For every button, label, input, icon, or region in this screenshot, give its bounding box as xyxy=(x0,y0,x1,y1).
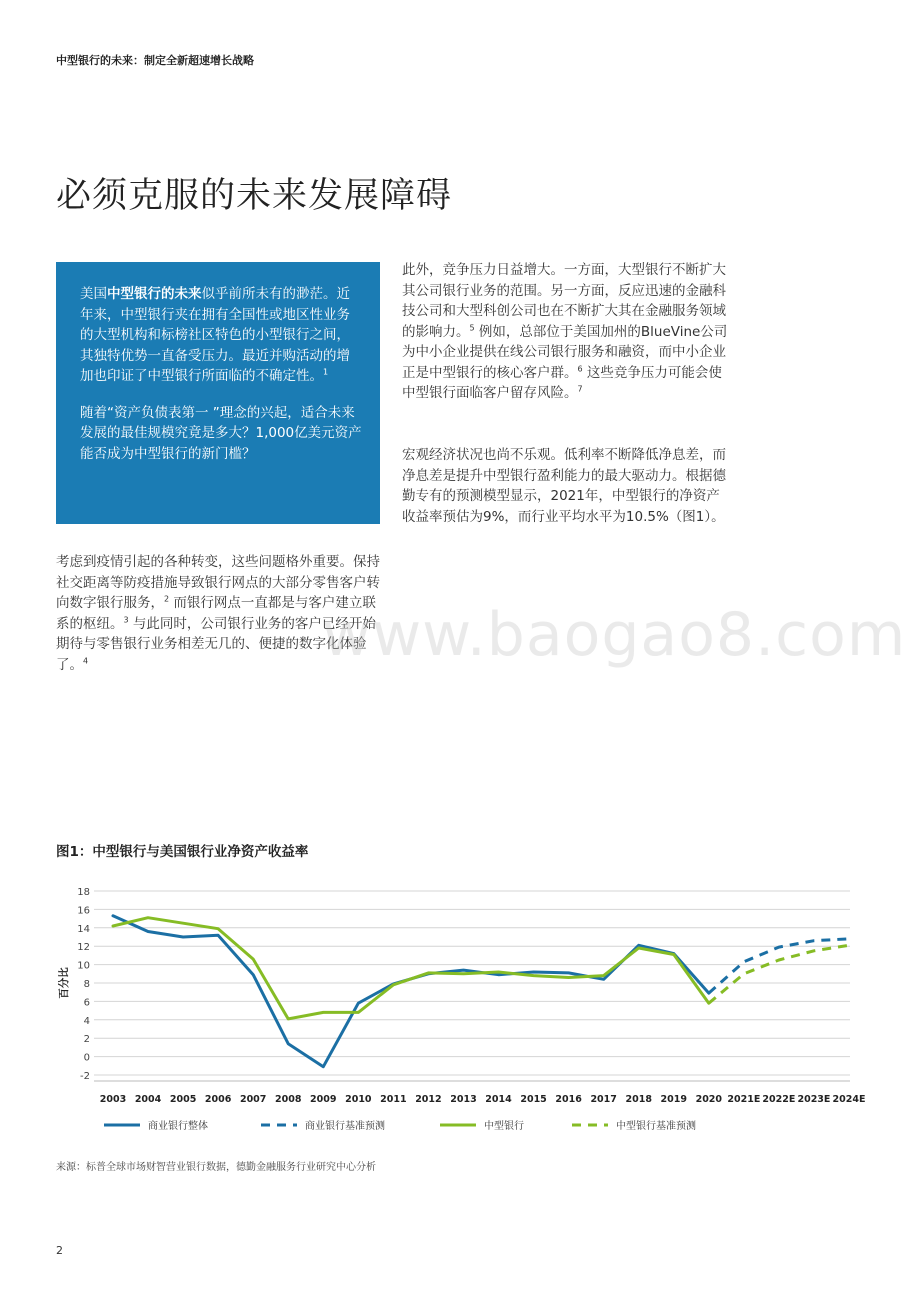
x-tick-label: 2005 xyxy=(169,1094,197,1105)
body-text: 此外，竞争压力日益增大。一方面，大型银行不断扩大其公司银行业务的范围。另一方面，反应迅速的金融科技公司和大型科创公司也在不断扩大其在金融服务领域的影响力。 xyxy=(402,262,726,340)
x-tick-label: 2016 xyxy=(555,1094,582,1105)
y-tick-label: -2 xyxy=(80,1071,90,1082)
x-tick-label: 2013 xyxy=(450,1094,477,1105)
callout-box xyxy=(56,262,380,524)
y-tick-label: 18 xyxy=(77,887,90,898)
x-tick-label: 2020 xyxy=(695,1094,723,1105)
legend-label: 中型银行基准预测 xyxy=(616,1121,696,1132)
y-tick-label: 2 xyxy=(83,1034,90,1046)
footnote-ref[interactable]: 6 xyxy=(577,364,583,373)
source-note: 来源：标普全球市场财智营业银行数据，德勤金融服务行业研究中心分析 xyxy=(56,1162,376,1173)
running-header-title: 中型银行的未来：制定全新超速增长战略 xyxy=(56,54,254,67)
x-tick-label: 2024E xyxy=(832,1094,866,1105)
x-tick-label: 2008 xyxy=(275,1094,302,1105)
x-tick-label: 2006 xyxy=(204,1094,232,1105)
legend-label: 商业银行基准预测 xyxy=(305,1121,385,1132)
x-tick-label: 2003 xyxy=(99,1094,127,1105)
x-tick-label: 2023E xyxy=(797,1094,831,1105)
callout-paragraph-1 xyxy=(80,284,362,387)
footnote-ref[interactable]: 7 xyxy=(577,384,583,394)
body-text: 与此同时，公司银行业务的客户已经开始期待与零售银行业务相差无几的、便捷的数字化体验了。 xyxy=(56,615,376,673)
x-tick-label: 2019 xyxy=(660,1094,687,1105)
legend-label: 商业银行整体 xyxy=(148,1121,208,1132)
body-paragraph-right-2: 宏观经济状况也尚不乐观。低利率不断降低净息差，而净息差是提升中型银行盈利能力的最大驱动力。根据德勤专有的预测模型显示，2021年，中型银行的净资产收益率预估为9%，而行业平均水平为10.5%（图1）。 xyxy=(402,447,726,525)
callout-text: 美国 xyxy=(80,286,107,302)
x-tick-label: 2018 xyxy=(625,1094,652,1105)
x-tick-label: 2021E xyxy=(727,1094,761,1105)
y-tick-label: 8 xyxy=(83,979,90,990)
footnote-ref[interactable]: 5 xyxy=(469,323,475,332)
y-axis-label: 百分比 xyxy=(58,967,70,999)
series-line xyxy=(113,918,709,1019)
y-tick-label: 16 xyxy=(77,905,90,917)
callout-text: 似乎前所未有的渺茫。近年来，中型银行夹在拥有全国性或地区性业务的大型机构和标榜社区特色的小型银行之间，其独特优势一直备受压力。最近并购活动的增加也印证了中型银行所面临的不确定性。 xyxy=(80,286,350,384)
y-tick-label: 6 xyxy=(83,997,90,1009)
series-line xyxy=(709,939,849,993)
footnote-ref[interactable]: 2 xyxy=(164,594,170,604)
x-tick-label: 2004 xyxy=(134,1094,162,1105)
body-text: 而银行网点一直都是与客户建立联系的枢纽。 xyxy=(56,595,376,632)
y-tick-label: 10 xyxy=(77,960,90,972)
body-paragraph-right-1 xyxy=(402,260,732,404)
y-tick-label: 4 xyxy=(83,1015,90,1027)
x-tick-label: 2022E xyxy=(762,1094,796,1105)
roe-line-chart xyxy=(56,875,866,1145)
y-tick-label: 14 xyxy=(77,923,90,935)
x-tick-label: 2011 xyxy=(380,1094,407,1105)
watermark: www.baogao8.com xyxy=(322,600,907,670)
series-line xyxy=(709,945,849,1003)
x-tick-label: 2009 xyxy=(310,1094,337,1105)
footnote-ref[interactable]: 3 xyxy=(123,615,129,624)
x-tick-label: 2010 xyxy=(345,1094,372,1105)
x-tick-label: 2014 xyxy=(485,1094,512,1105)
x-tick-label: 2015 xyxy=(520,1094,547,1105)
body-text: 这些竞争压力可能会使中型银行面临客户留存风险。 xyxy=(402,364,722,401)
body-text: 考虑到疫情引起的各种转变，这些问题格外重要。保持社交距离等防疫措施导致银行网点的大部分零售客户转向数字银行服务， xyxy=(56,554,380,611)
y-tick-label: 12 xyxy=(77,942,90,954)
figure-title: 图1：中型银行与美国银行业净资产收益率 xyxy=(56,844,309,860)
page-title: 必须克服的未来发展障碍 xyxy=(56,176,453,216)
callout-paragraph-2: 随着“资产负债表第一 ”理念的兴起，适合未来发展的最佳规模究竟是多大？1,000亿美元资产能否成为中型银行的新门槛？ xyxy=(80,404,362,462)
x-tick-label: 2007 xyxy=(239,1094,267,1105)
x-tick-label: 2017 xyxy=(590,1094,617,1105)
legend-label: 中型银行 xyxy=(484,1121,524,1132)
page-number: 2 xyxy=(56,1244,63,1257)
callout-emphasis: 中型银行的未来 xyxy=(107,286,202,302)
y-tick-label: 0 xyxy=(83,1052,90,1064)
footnote-ref[interactable]: 4 xyxy=(83,656,89,665)
series-line xyxy=(113,916,709,1067)
body-text: 例如，总部位于美国加州的BlueVine公司为中小企业提供在线公司银行服务和融资，而中小企业正是中型银行的核心客户群。 xyxy=(402,323,728,381)
footnote-ref[interactable]: 1 xyxy=(323,367,329,377)
x-tick-label: 2012 xyxy=(415,1094,442,1105)
